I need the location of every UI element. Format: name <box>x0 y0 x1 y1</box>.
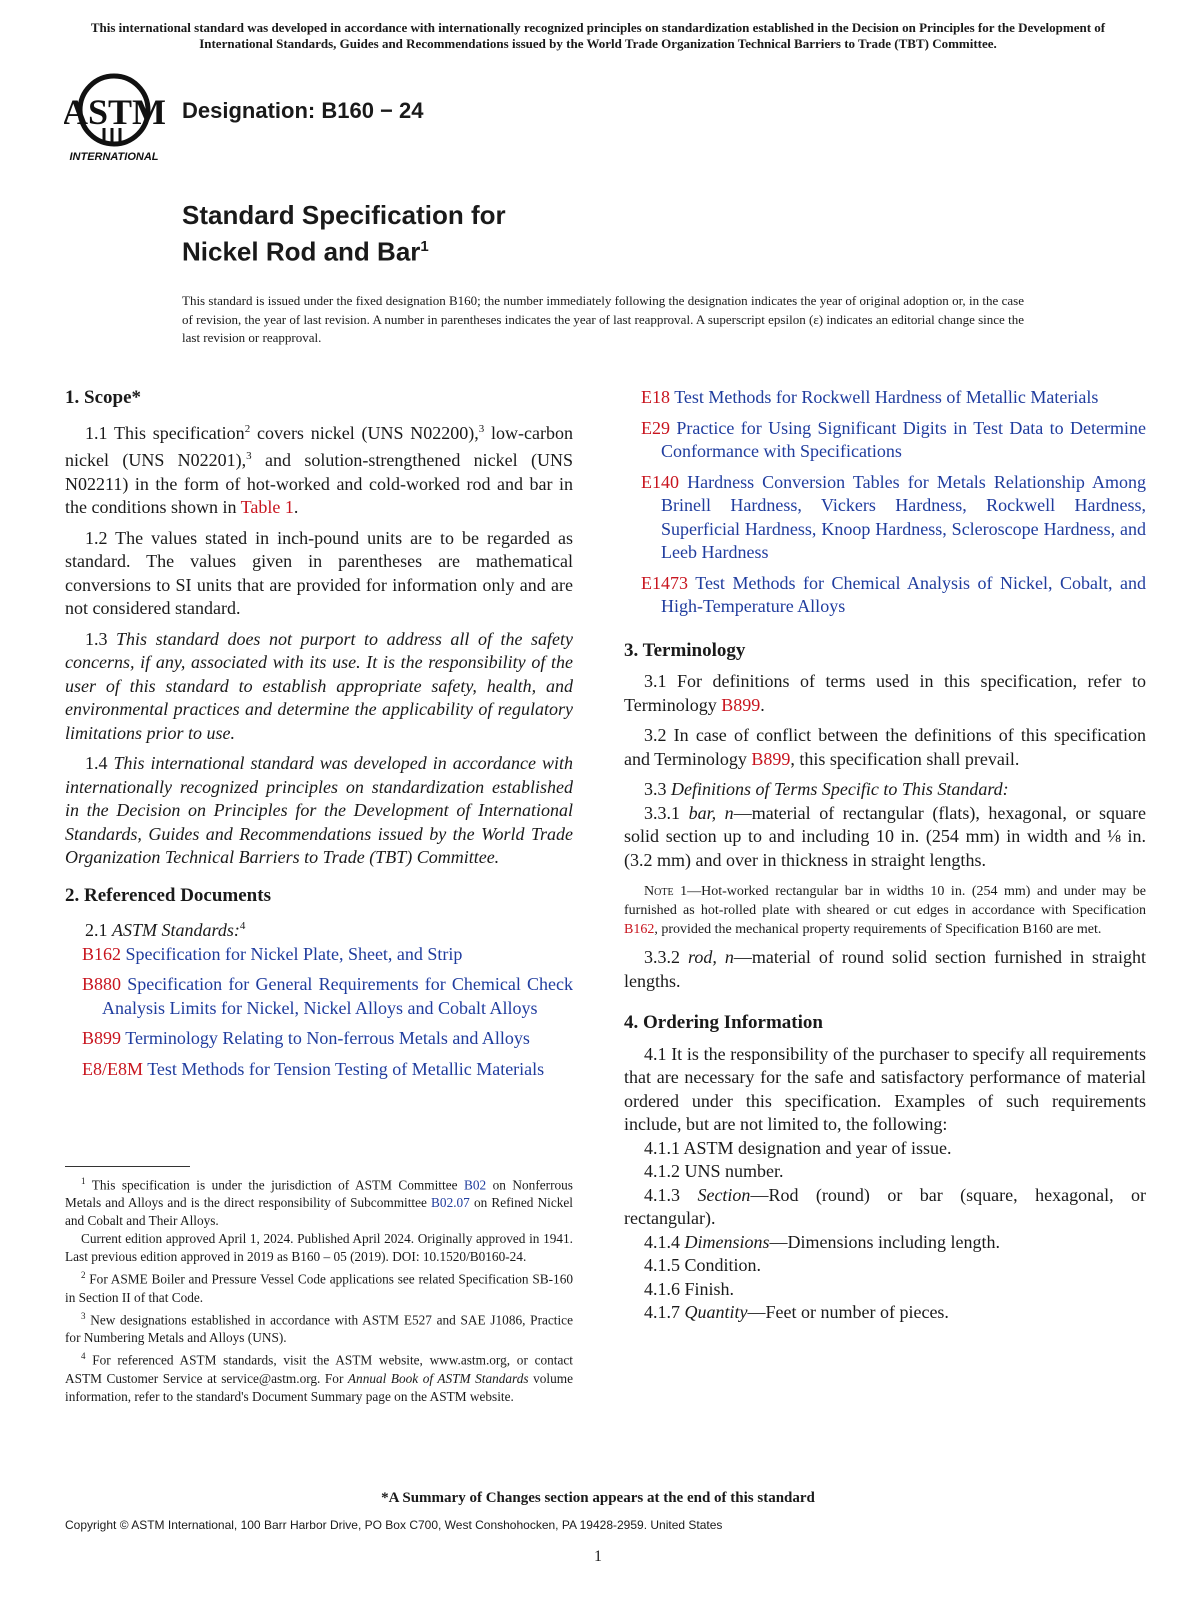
footnote-2: $^2$ For ASME Boiler and Pressure Vessel Code applications see related Specification SB-160 in Section II of that Code. <box>65 1270 573 1305</box>
ref-e140[interactable]: E140 Hardness Conversion Tables for Metals Relationship Among Brinell Hardness, Vickers Hardness, Rockwell Hardness, Superficial Hardness, Knoop Hardness, Scleroscope Hardness, and Leeb Hardness <box>641 471 1146 562</box>
ordering-heading: 4. Ordering Information <box>624 1012 823 1033</box>
terminology-heading: 3. Terminology <box>624 639 746 661</box>
title-line-2: Nickel Rod and Bar <box>182 236 421 267</box>
para-4-1-6: 4.1.6 Finish. <box>644 1278 735 1299</box>
ref-e29[interactable]: E29 Practice for Using Significant Digits in Test Data to Determine Conformance with Specifications <box>641 417 1146 461</box>
b02-07-link[interactable]: B02.07 <box>431 1195 470 1211</box>
footnote-4: $^4$ For referenced ASTM standards, visit the ASTM website, www.astm.org, or contact ASTM Customer Service at service@astm.org. For Annual Book of ASTM Standards volume information, refer to the standard's Document Summary page on the ASTM website. <box>65 1351 573 1404</box>
footnote-1: $^1$ This specification is under the jurisdiction of ASTM Committee B02 on Nonferrous Metals and Alloys and is the direct responsibility of Subcommittee B02.07 on Refined Nickel and Cobalt and Their Alloys. <box>65 1176 573 1229</box>
footnote-3: $^3$ New designations established in accordance with ASTM E527 and SAE J1086, Practice for Numbering Metals and Alloys (UNS). <box>65 1310 573 1346</box>
ref-b162[interactable]: B162 Specification for Nickel Plate, Sheet, and Strip <box>82 943 463 964</box>
para-4-1-4: 4.1.4 Dimensions—Dimensions including length. <box>644 1231 1000 1252</box>
b899-link-2[interactable]: B899 <box>751 748 791 769</box>
b162-link[interactable]: B162 <box>624 922 655 937</box>
ref-e18[interactable]: E18 Test Methods for Rockwell Hardness of Metallic Materials <box>641 387 1099 407</box>
table-1-link[interactable]: Table 1 <box>240 497 294 517</box>
para-3-3-2: 3.3.2 rod, n—material of round solid section furnished in straight lengths. <box>624 947 1147 991</box>
para-2-1: 2.1 ASTM Standards:$^4$ <box>85 920 246 940</box>
ref-b880[interactable]: B880 Specification for General Requirements for Chemical Check Analysis Limits for Nickel, Nickel Alloys and Cobalt Alloys <box>82 974 574 1018</box>
scope-heading: 1. Scope* <box>65 387 141 408</box>
ref-e8[interactable]: E8/E8M Test Methods for Tension Testing of Metallic Materials <box>82 1058 545 1079</box>
para-1-4: 1.4 This international standard was developed in accordance with internationally recognized principles on standardization established in the Decision on Principles for the Development of International Standards, Guides and Recommendations issued by the World Trade Organization Technical Barriers to Trade (TBT) Committee. <box>65 753 573 867</box>
para-4-1-5: 4.1.5 Condition. <box>644 1255 762 1275</box>
para-3-3: 3.3 Definitions of Terms Specific to This Standard: <box>644 779 1009 799</box>
para-4-1: 4.1 It is the responsibility of the purchaser to specify all requirements that are necessary for the safe and satisfactory performance of material ordered under this specification. Examples of such requirements include, but are not limited to, the following: <box>624 1043 1146 1134</box>
para-1-3: 1.3 This standard does not purport to address all of the safety concerns, if any, associated with its use. It is the responsibility of the user of this standard to establish appropriate safety, health, and environmental practices and determine the applicability of regulatory limitations prior to use. <box>65 628 573 743</box>
svg-text:ASTM: ASTM <box>64 92 167 132</box>
para-3-1: 3.1 For definitions of terms used in this specification, refer to Terminology B899. <box>624 671 1146 715</box>
page-number: 1 <box>594 1548 602 1565</box>
right-column <box>624 386 1146 1325</box>
para-4-1-3: 4.1.3 Section—Rod (round) or bar (square, hexagonal, or rectangular). <box>624 1184 1147 1228</box>
footnote-rule <box>65 1166 190 1167</box>
para-3-2: 3.2 In case of conflict between the definitions of this specification and Terminology B899, this specification shall prevail. <box>624 725 1146 769</box>
para-3-3-1: 3.3.1 bar, n—material of rectangular (flats), hexagonal, or square solid section up to and including 10 in. (254 mm) in width and ⅛ in. (3.2 mm) and over in thickness in straight lengths. <box>624 802 1147 870</box>
footnotes <box>65 1172 573 1406</box>
copyright: Copyright © ASTM International, 100 Barr Harbor Drive, PO Box C700, West Conshohocken, PA 19428-2959. United States <box>65 1518 723 1532</box>
b899-link-1[interactable]: B899 <box>721 694 761 715</box>
para-4-1-7: 4.1.7 Quantity—Feet or number of pieces. <box>644 1302 949 1322</box>
intro-paragraph: This standard is issued under the fixed designation B160; the number immediately following the designation indicates the year of original adoption or, in the case of revision, the year of last revision. A number in parentheses indicates the year of last reapproval. A superscript epsilon (ε) indicates an editorial change since the last revision or reapproval. <box>182 293 1024 345</box>
para-1-2: 1.2 The values stated in inch-pound units are to be regarded as standard. The values given in parentheses are mathematical conversions to SI units that are provided for information only and are not considered standard. <box>65 527 573 618</box>
astm-logo <box>64 70 168 166</box>
summary-of-changes-note: *A Summary of Changes section appears at the end of this standard <box>381 1490 815 1506</box>
title-footnote-mark: 1 <box>420 238 429 255</box>
para-4-1-1: 4.1.1 ASTM designation and year of issue. <box>644 1137 952 1158</box>
left-column <box>65 386 573 1088</box>
designation: Designation: B160 − 24 <box>182 98 424 123</box>
refdocs-heading: 2. Referenced Documents <box>65 884 271 906</box>
para-1-1: 1.1 This specification$^2$ covers nickel (UNS N02200),$^3$ low-carbon nickel (UNS N02201),$^3$ and solution-strengthened nickel (UNS N02211) in the form of hot-worked and cold-worked rod and bar in the conditions shown in Table 1. <box>65 422 573 517</box>
para-4-1-2: 4.1.2 UNS number. <box>644 1161 784 1181</box>
tbt-banner: This international standard was developed in accordance with internationally recognized principles on standardization established in the Decision on Principles for the Development of International Standards, Guides and Recommendations issued by the World Trade Organization Technical Barriers to Trade (TBT) Committee. <box>90 20 1106 51</box>
note-1: Note 1—Hot-worked rectangular bar in widths 10 in. (254 mm) and under may be furnished as hot-rolled plate with sheared or cut edges in accordance with Specification B162, provided the mechanical property requirements of Specification B160 are met. <box>624 884 1146 937</box>
ref-b899[interactable]: B899 Terminology Relating to Non-ferrous Metals and Alloys <box>82 1028 530 1048</box>
footnote-1-edition: Current edition approved April 1, 2024. Published April 2024. Originally approved in 1941. Last previous edition approved in 2019 as B160 – 05 (2019). DOI: 10.1520/B0160-24. <box>65 1231 573 1265</box>
ref-e1473[interactable]: E1473 Test Methods for Chemical Analysis of Nickel, Cobalt, and High-Temperature Alloys <box>641 572 1146 616</box>
b02-link[interactable]: B02 <box>463 1177 487 1193</box>
svg-text:INTERNATIONAL: INTERNATIONAL <box>69 151 159 163</box>
title-line-1: Standard Specification for <box>182 200 506 230</box>
document-title <box>182 200 506 268</box>
